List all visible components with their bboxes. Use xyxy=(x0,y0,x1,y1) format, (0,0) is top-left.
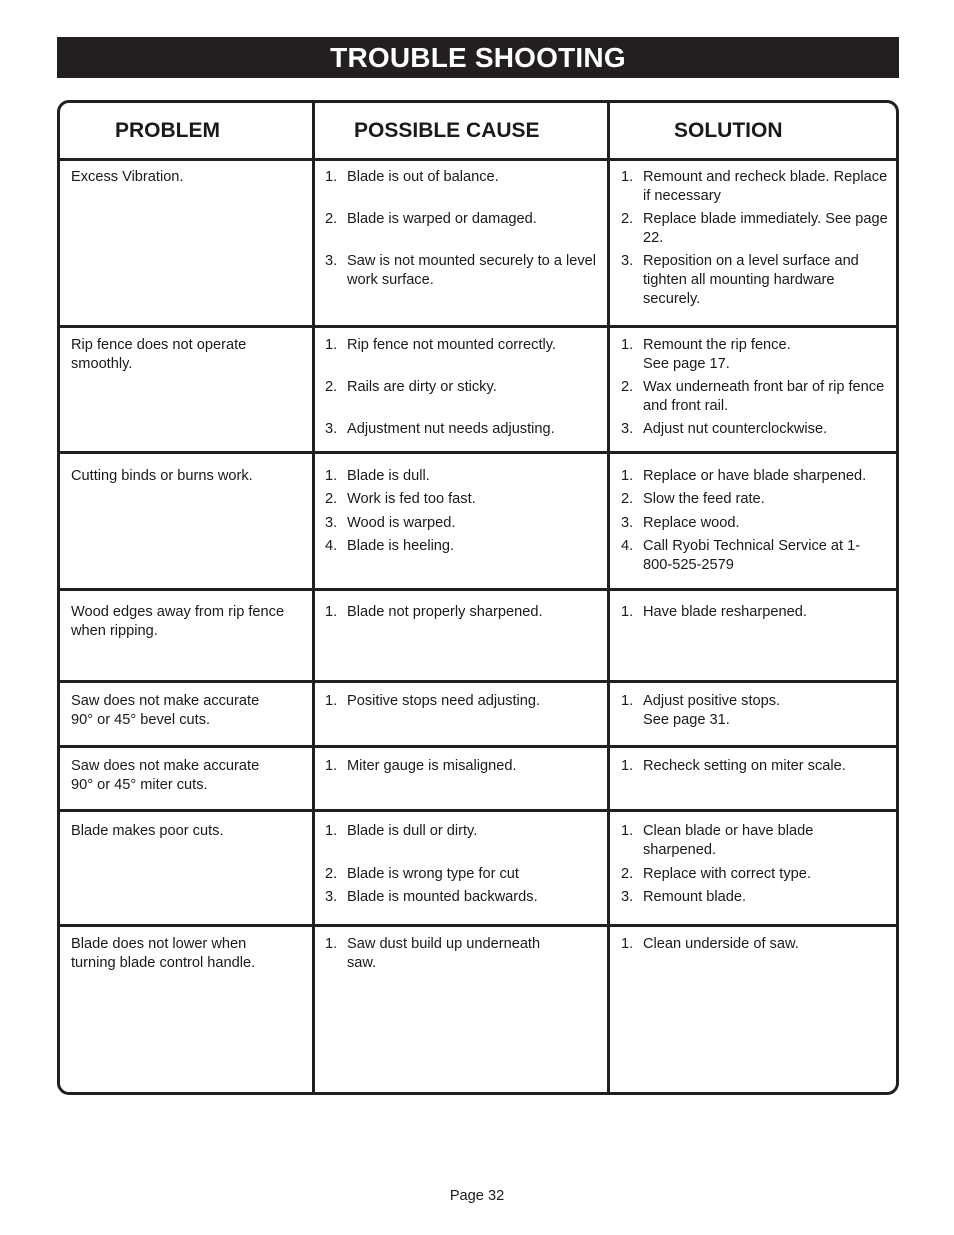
list-item: 2. Blade is warped or damaged. xyxy=(325,211,537,227)
cause-cell xyxy=(325,935,565,1085)
page-title: TROUBLE SHOOTING xyxy=(57,37,899,78)
solution-cell xyxy=(621,603,889,673)
header-possible-cause: POSSIBLE CAUSE xyxy=(354,119,540,142)
list-item: 1. Replace or have blade sharpened. xyxy=(621,468,867,484)
header-problem: PROBLEM xyxy=(115,119,220,142)
cause-cell xyxy=(325,467,597,582)
problem-cell xyxy=(71,336,291,374)
row-divider xyxy=(60,325,896,328)
solution-cell xyxy=(621,336,889,446)
list-item: 1. Remount and recheck blade. Replace if necessary xyxy=(621,169,888,204)
list-item: 3. Replace wood. xyxy=(621,515,740,531)
list-item: 3. Remount blade. xyxy=(621,889,747,905)
list-item: 1. Blade is dull. xyxy=(325,468,430,484)
cause-cell xyxy=(325,603,597,673)
problem-text: Saw does not make accurate 90° or 45° bevel cuts. xyxy=(71,693,260,728)
list-item: 2. Replace blade immediately. See page 22. xyxy=(621,211,888,246)
column-divider xyxy=(607,103,610,1092)
troubleshooting-table xyxy=(57,100,899,1095)
list-item: 1. Clean underside of saw. xyxy=(621,936,799,952)
problem-cell xyxy=(71,467,306,486)
list-item: 3. Saw is not mounted securely to a level work surface. xyxy=(325,253,597,288)
list-item: 1. Saw dust build up underneath saw. xyxy=(325,936,541,971)
solution-cell xyxy=(621,692,889,740)
list-item: 3. Wood is warped. xyxy=(325,515,456,531)
list-item: 2. Wax underneath front bar of rip fence and front rail. xyxy=(621,379,885,414)
list-item: 4. Call Ryobi Technical Service at 1-800-525-2579 xyxy=(621,538,861,573)
problem-text: Blade does not lower when turning blade control handle. xyxy=(71,936,256,971)
solution-cell xyxy=(621,168,889,318)
header-solution: SOLUTION xyxy=(674,119,783,142)
cause-cell xyxy=(325,336,597,446)
solution-cell xyxy=(621,757,889,805)
list-item: 4. Blade is heeling. xyxy=(325,538,455,554)
problem-text: Excess Vibration. xyxy=(71,169,184,185)
list-item: 1. Blade not properly sharpened. xyxy=(325,604,543,620)
list-item: 1. Rip fence not mounted correctly. xyxy=(325,337,557,353)
problem-cell xyxy=(71,935,286,973)
problem-cell xyxy=(71,822,306,841)
row-divider xyxy=(60,158,896,161)
list-item: 3. Reposition on a level surface and tighten all mounting hardware securely. xyxy=(621,253,859,307)
list-item: 2. Replace with correct type. xyxy=(621,866,811,882)
list-item: 1. Remount the rip fence. See page 17. xyxy=(621,337,791,372)
list-item: 3. Blade is mounted backwards. xyxy=(325,889,538,905)
solution-cell xyxy=(621,822,889,917)
solution-cell xyxy=(621,467,891,582)
problem-cell xyxy=(71,168,306,187)
row-divider xyxy=(60,680,896,683)
problem-cell xyxy=(71,757,281,795)
problem-cell xyxy=(71,692,281,730)
row-divider xyxy=(60,451,896,454)
list-item: 1. Miter gauge is misaligned. xyxy=(325,758,517,774)
list-item: 2. Rails are dirty or sticky. xyxy=(325,379,497,395)
row-divider xyxy=(60,809,896,812)
solution-cell xyxy=(621,935,889,1085)
list-item: 3. Adjust nut counterclockwise. xyxy=(621,421,828,437)
cause-cell xyxy=(325,822,597,917)
problem-text: Saw does not make accurate 90° or 45° miter cuts. xyxy=(71,758,260,793)
problem-cell xyxy=(71,603,306,641)
problem-text: Wood edges away from rip fence when ripping. xyxy=(71,604,285,639)
row-divider xyxy=(60,745,896,748)
problem-text: Blade makes poor cuts. xyxy=(71,823,224,839)
list-item: 3. Adjustment nut needs adjusting. xyxy=(325,421,555,437)
column-divider xyxy=(312,103,315,1092)
row-divider xyxy=(60,588,896,591)
list-item: 1. Positive stops need adjusting. xyxy=(325,693,541,709)
list-item: 2. Work is fed too fast. xyxy=(325,491,476,507)
list-item: 1. Recheck setting on miter scale. xyxy=(621,758,846,774)
cause-cell xyxy=(325,692,597,740)
list-item: 1. Blade is out of balance. xyxy=(325,169,499,185)
row-divider xyxy=(60,924,896,927)
list-item: 1. Have blade resharpened. xyxy=(621,604,807,620)
list-item: 1. Adjust positive stops. See page 31. xyxy=(621,693,781,728)
list-item: 1. Blade is dull or dirty. xyxy=(325,823,478,839)
problem-text: Rip fence does not operate smoothly. xyxy=(71,337,247,372)
cause-cell xyxy=(325,757,597,805)
list-item: 2. Slow the feed rate. xyxy=(621,491,765,507)
page-number: Page 32 xyxy=(449,1188,505,1204)
cause-cell xyxy=(325,168,597,318)
list-item: 2. Blade is wrong type for cut xyxy=(325,866,519,882)
problem-text: Cutting binds or burns work. xyxy=(71,468,253,484)
list-item: 1. Clean blade or have blade sharpened. xyxy=(621,823,814,858)
